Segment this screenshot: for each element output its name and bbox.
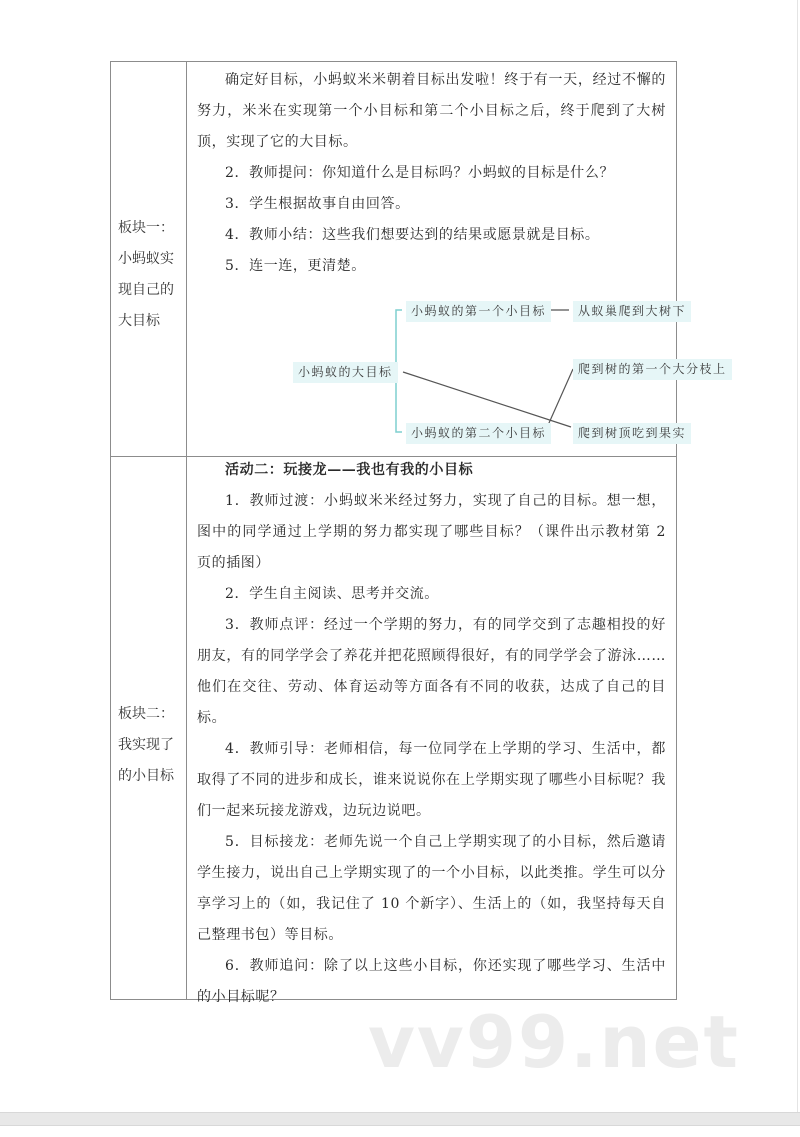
goal-matching-diagram xyxy=(283,297,733,447)
section-label xyxy=(118,213,184,337)
section-label-cell xyxy=(111,62,187,456)
section-content-cell xyxy=(187,457,676,1005)
diagram-node-result-3: 爬到树顶吃到果实 xyxy=(573,423,691,444)
label-line: 大目标 xyxy=(118,313,160,329)
label-line: 板块一： xyxy=(118,220,174,236)
table-row-section-1 xyxy=(111,62,727,457)
paragraph: 5．目标接龙：老师先说一个自己上学期实现了的小目标，然后邀请学生接力，说出自己上学期实现了的一个小目标，以此类推。学生可以分享学习上的（如，我记住了 10 个新字）、生活上的（如，我坚持每天自己整理书包）等目标。 xyxy=(197,834,666,943)
section-label-cell xyxy=(111,457,187,999)
viewer-right-edge xyxy=(797,0,798,1112)
table-row-section-2 xyxy=(111,457,676,1005)
paragraph: 4．教师引导：老师相信，每一位同学在上学期的学习、生活中，都取得了不同的进步和成长，谁来说说你在上学期实现了哪些小目标呢？我们一起来玩接龙游戏，边玩边说吧。 xyxy=(197,741,666,819)
lesson-plan-table xyxy=(110,61,727,1005)
paragraph: 1．教师过渡：小蚂蚁米米经过努力，实现了自己的目标。想一想，图中的同学通过上学期的努力都实现了哪些目标？（课件出示教材第 2 页的插图） xyxy=(197,493,666,571)
paragraph: 6．教师追问：除了以上这些小目标，你还实现了哪些学习、生活中的小目标呢？ xyxy=(197,958,666,1005)
label-line: 现自己的 xyxy=(118,282,174,298)
watermark: vv99.net xyxy=(368,1000,740,1084)
page-separator xyxy=(0,1112,800,1126)
diagram-node-small-goal-1: 小蚂蚁的第一个小目标 xyxy=(406,301,551,322)
paragraph: 3．教师点评：经过一个学期的努力，有的同学交到了志趣相投的好朋友，有的同学学会了养花并把花照顾得很好，有的同学学会了游泳……他们在交往、劳动、体育运动等方面各有不同的收获，达成了自己的目标。 xyxy=(197,617,666,726)
paragraph: 4．教师小结：这些我们想要达到的结果或愿景就是目标。 xyxy=(225,227,600,243)
section-content-cell xyxy=(187,62,727,456)
section-label xyxy=(118,699,184,792)
paragraph: 5．连一连，更清楚。 xyxy=(225,258,366,274)
diagram-node-small-goal-2: 小蚂蚁的第二个小目标 xyxy=(406,423,551,444)
label-line: 板块二： xyxy=(118,706,174,722)
diagram-node-result-1: 从蚁巢爬到大树下 xyxy=(573,301,691,322)
label-line: 小蚂蚁实 xyxy=(118,251,174,267)
activity-heading: 活动二：玩接龙——我也有我的小目标 xyxy=(225,462,474,478)
paragraph: 2．教师提问：你知道什么是目标吗？小蚂蚁的目标是什么？ xyxy=(225,165,615,181)
label-line: 我实现了 xyxy=(118,737,174,753)
diagram-node-big-goal: 小蚂蚁的大目标 xyxy=(293,362,398,383)
paragraph: 2．学生自主阅读、思考并交流。 xyxy=(225,586,439,602)
paragraph: 3．学生根据故事自由回答。 xyxy=(225,196,410,212)
paragraph: 确定好目标，小蚂蚁米米朝着目标出发啦！终于有一天，经过不懈的努力，米米在实现第一个小目标和第二个小目标之后，终于爬到了大树顶，实现了它的大目标。 xyxy=(197,72,666,150)
diagram-node-result-2: 爬到树的第一个大分枝上 xyxy=(573,359,732,380)
label-line: 的小目标 xyxy=(118,768,174,784)
